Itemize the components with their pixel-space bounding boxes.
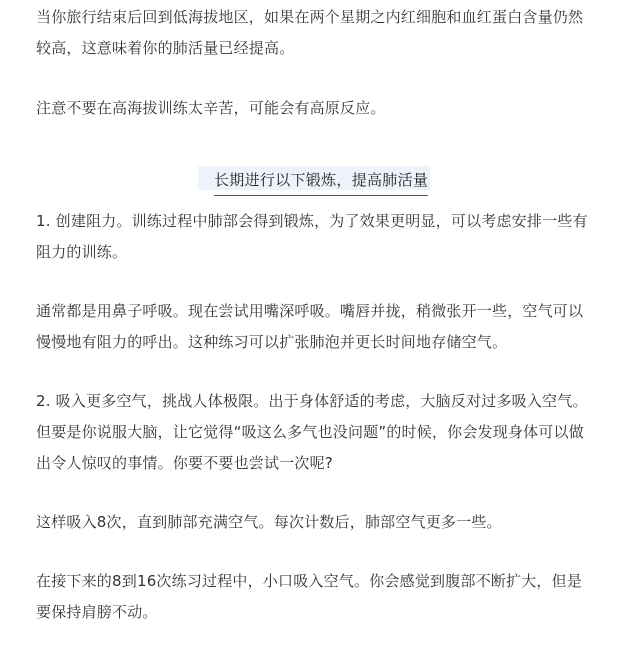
paragraph-altitude-warning: 注意不要在高海拔训练太辛苦，可能会有高原反应。 <box>36 99 386 117</box>
paragraph-inhale-more: 2. 吸入更多空气，挑战人体极限。出于身体舒适的考虑，大脑反对过多吸入空气。但要是你说服大脑，让它觉得“吸这么多气也没问题”的时候，你会发现身体可以做出令人惊叹的事情。你要不要也尝试一次呢? <box>36 392 588 472</box>
paragraph-small-breaths: 在接下来的8到16次练习过程中，小口吸入空气。你会感觉到腹部不断扩大，但是要保持肩膀不动。 <box>36 572 583 621</box>
article-body <box>36 0 596 628</box>
paragraph-inhale-eight-times: 这样吸入8次，直到肺部充满空气。每次计数后，肺部空气更多一些。 <box>36 513 502 531</box>
paragraph-create-resistance: 1. 创建阻力。训练过程中肺部会得到锻炼，为了效果更明显，可以考虑安排一些有阻力的训练。 <box>36 212 588 261</box>
section-heading-block <box>36 162 596 212</box>
paragraph-mouth-breathing: 通常都是用鼻子呼吸。现在尝试用嘴深呼吸。嘴唇并拢，稍微张开一些，空气可以慢慢地有阻力的呼出。这种练习可以扩张肺泡并更长时间地存储空气。 <box>36 302 584 351</box>
paragraph-low-altitude: 当你旅行结束后回到低海拔地区，如果在两个星期之内红细胞和血红蛋白含量仍然较高，这意味着你的肺活量已经提高。 <box>36 8 584 57</box>
section-heading: 长期进行以下锻炼，提高肺活量 <box>214 168 428 196</box>
